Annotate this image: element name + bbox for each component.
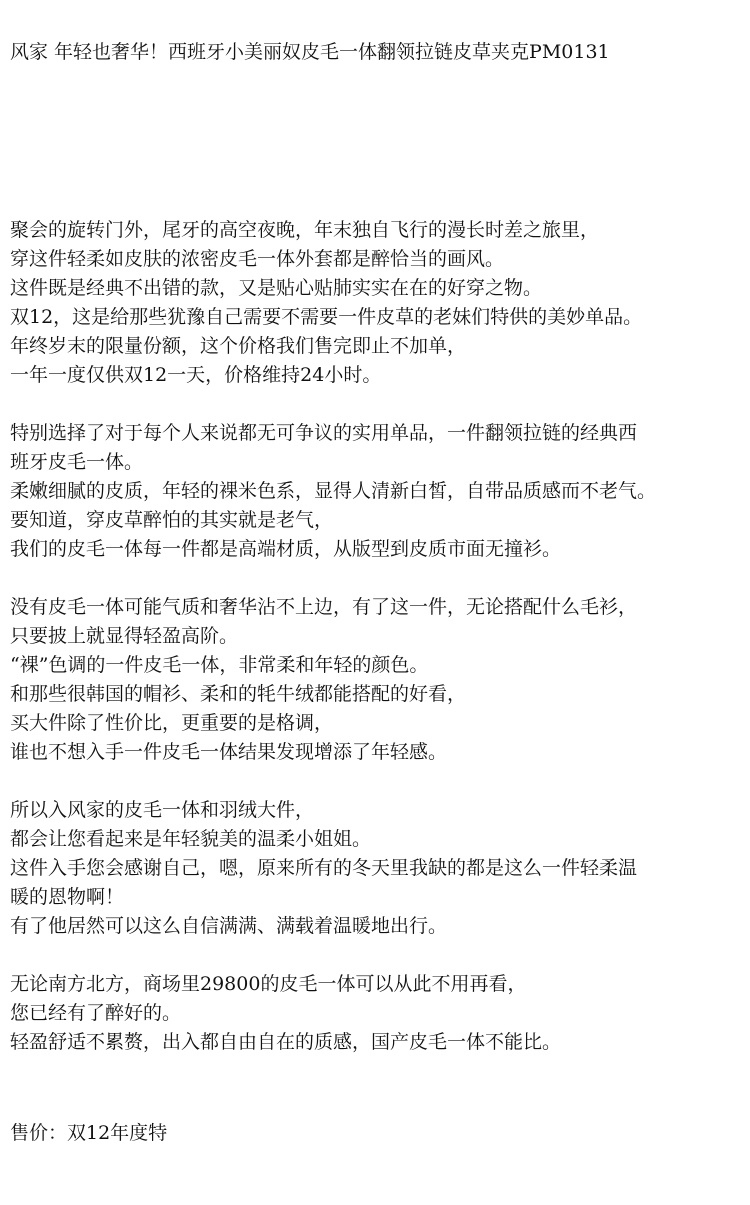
paragraph: [10, 796, 748, 941]
text-line: 这件既是经典不出错的款，又是贴心贴肺实实在在的好穿之物。: [10, 277, 543, 299]
description-body: [10, 216, 748, 1086]
text-line: 聚会的旋转门外，尾牙的高空夜晚，年末独自飞行的漫长时差之旅里，: [10, 219, 600, 241]
text-line: 一年一度仅供双12一天，价格维持24小时。: [10, 364, 382, 386]
paragraph: [10, 419, 748, 564]
text-line: 班牙皮毛一体。: [10, 451, 144, 473]
text-line: 特别选择了对于每个人来说都无可争议的实用单品，一件翻领拉链的经典西: [10, 422, 638, 444]
paragraph: [10, 970, 748, 1057]
text-line: 只要披上就显得轻盈高阶。: [10, 625, 239, 647]
text-line: 轻盈舒适不累赘，出入都自由自在的质感，国产皮毛一体不能比。: [10, 1031, 562, 1053]
text-line: 您已经有了醉好的。: [10, 1002, 182, 1024]
text-line: 暖的恩物啊！: [10, 886, 125, 908]
page-title: 风家 年轻也奢华！西班牙小美丽奴皮毛一体翻领拉链皮草夹克PM0131: [10, 41, 610, 63]
text-line: 我们的皮毛一体每一件都是高端材质，从版型到皮质市面无撞衫。: [10, 538, 562, 560]
paragraph: [10, 593, 748, 767]
paragraph: [10, 216, 748, 390]
text-line: 和那些很韩国的帽衫、柔和的牦牛绒都能搭配的好看，: [10, 683, 467, 705]
price-line: 售价：双12年度特: [10, 1122, 168, 1144]
text-line: 没有皮毛一体可能气质和奢华沾不上边，有了这一件，无论搭配什么毛衫，: [10, 596, 638, 618]
text-line: 年终岁末的限量份额，这个价格我们售完即止不加单，: [10, 335, 467, 357]
text-line: 有了他居然可以这么自信满满、满载着温暖地出行。: [10, 915, 448, 937]
text-line: 这件入手您会感谢自己，嗯，原来所有的冬天里我缺的都是这么一件轻柔温: [10, 857, 638, 879]
text-line: 要知道，穿皮草醉怕的其实就是老气，: [10, 509, 334, 531]
text-line: 柔嫩细腻的皮质，年轻的裸米色系，显得人清新白皙，自带品质感而不老气。: [10, 480, 657, 502]
text-line: 无论南方北方，商场里29800的皮毛一体可以从此不用再看，: [10, 973, 527, 995]
text-line: 都会让您看起来是年轻貌美的温柔小姐姐。: [10, 828, 372, 850]
text-line: 谁也不想入手一件皮毛一体结果发现增添了年轻感。: [10, 741, 448, 763]
text-line: “裸”色调的一件皮毛一体，非常柔和年轻的颜色。: [10, 654, 429, 676]
text-line: 所以入风家的皮毛一体和羽绒大件，: [10, 799, 315, 821]
text-line: 双12，这是给那些犹豫自己需要不需要一件皮草的老妹们特供的美妙单品。: [10, 306, 643, 328]
text-line: 穿这件轻柔如皮肤的浓密皮毛一体外套都是醉恰当的画风。: [10, 248, 505, 270]
text-line: 买大件除了性价比，更重要的是格调，: [10, 712, 334, 734]
